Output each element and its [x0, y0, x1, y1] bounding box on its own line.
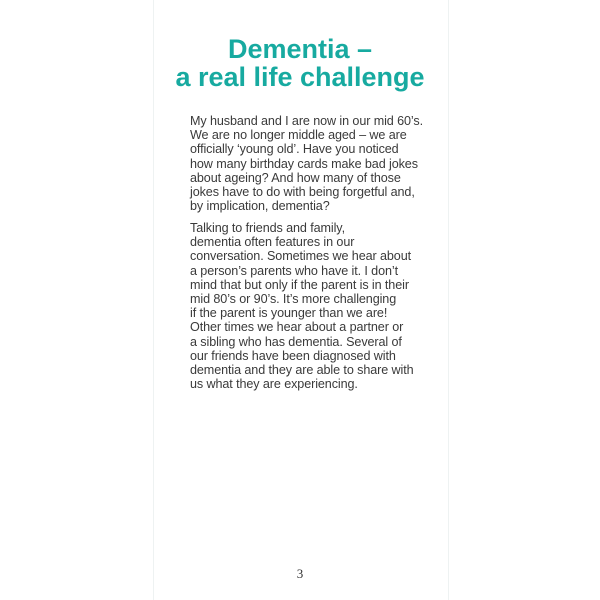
paragraph-2	[190, 221, 430, 391]
text-line: our friends have been diagnosed with	[190, 348, 396, 363]
text-line: mid 80’s or 90’s. It’s more challenging	[190, 292, 397, 307]
text-line: conversation. Sometimes we hear about	[190, 249, 412, 264]
text-line: dementia often features in our	[190, 235, 355, 250]
text-line: about ageing? And how many of those	[190, 170, 401, 185]
text-line: a person’s parents who have it. I don’t	[190, 263, 398, 278]
title-line: a real life challenge	[175, 62, 425, 92]
text-line: by implication, dementia?	[190, 199, 330, 214]
text-line: My husband and I are now in our mid 60’s.	[190, 114, 423, 128]
text-line: if the parent is younger than we are!	[190, 306, 388, 321]
text-line: jokes have to do with being forgetful and,	[190, 185, 415, 200]
text-line: dementia and they are able to share with	[190, 363, 414, 378]
title-line: Dementia –	[227, 34, 373, 64]
text-line: mind that but only if the parent is in their	[190, 277, 409, 292]
page-number: 3	[296, 566, 304, 581]
text-line: We are no longer middle aged – we are	[190, 128, 407, 143]
text-line: officially ‘young old’. Have you noticed	[190, 142, 399, 157]
text-line: Other times we hear about a partner or	[190, 320, 404, 335]
text-line: us what they are experiencing.	[190, 377, 358, 392]
page-title	[0, 35, 600, 91]
text-line: a sibling who has dementia. Several of	[190, 334, 402, 349]
paragraph-1	[190, 114, 430, 213]
text-line: Talking to friends and family,	[190, 221, 345, 235]
text-line: how many birthday cards make bad jokes	[190, 156, 418, 171]
